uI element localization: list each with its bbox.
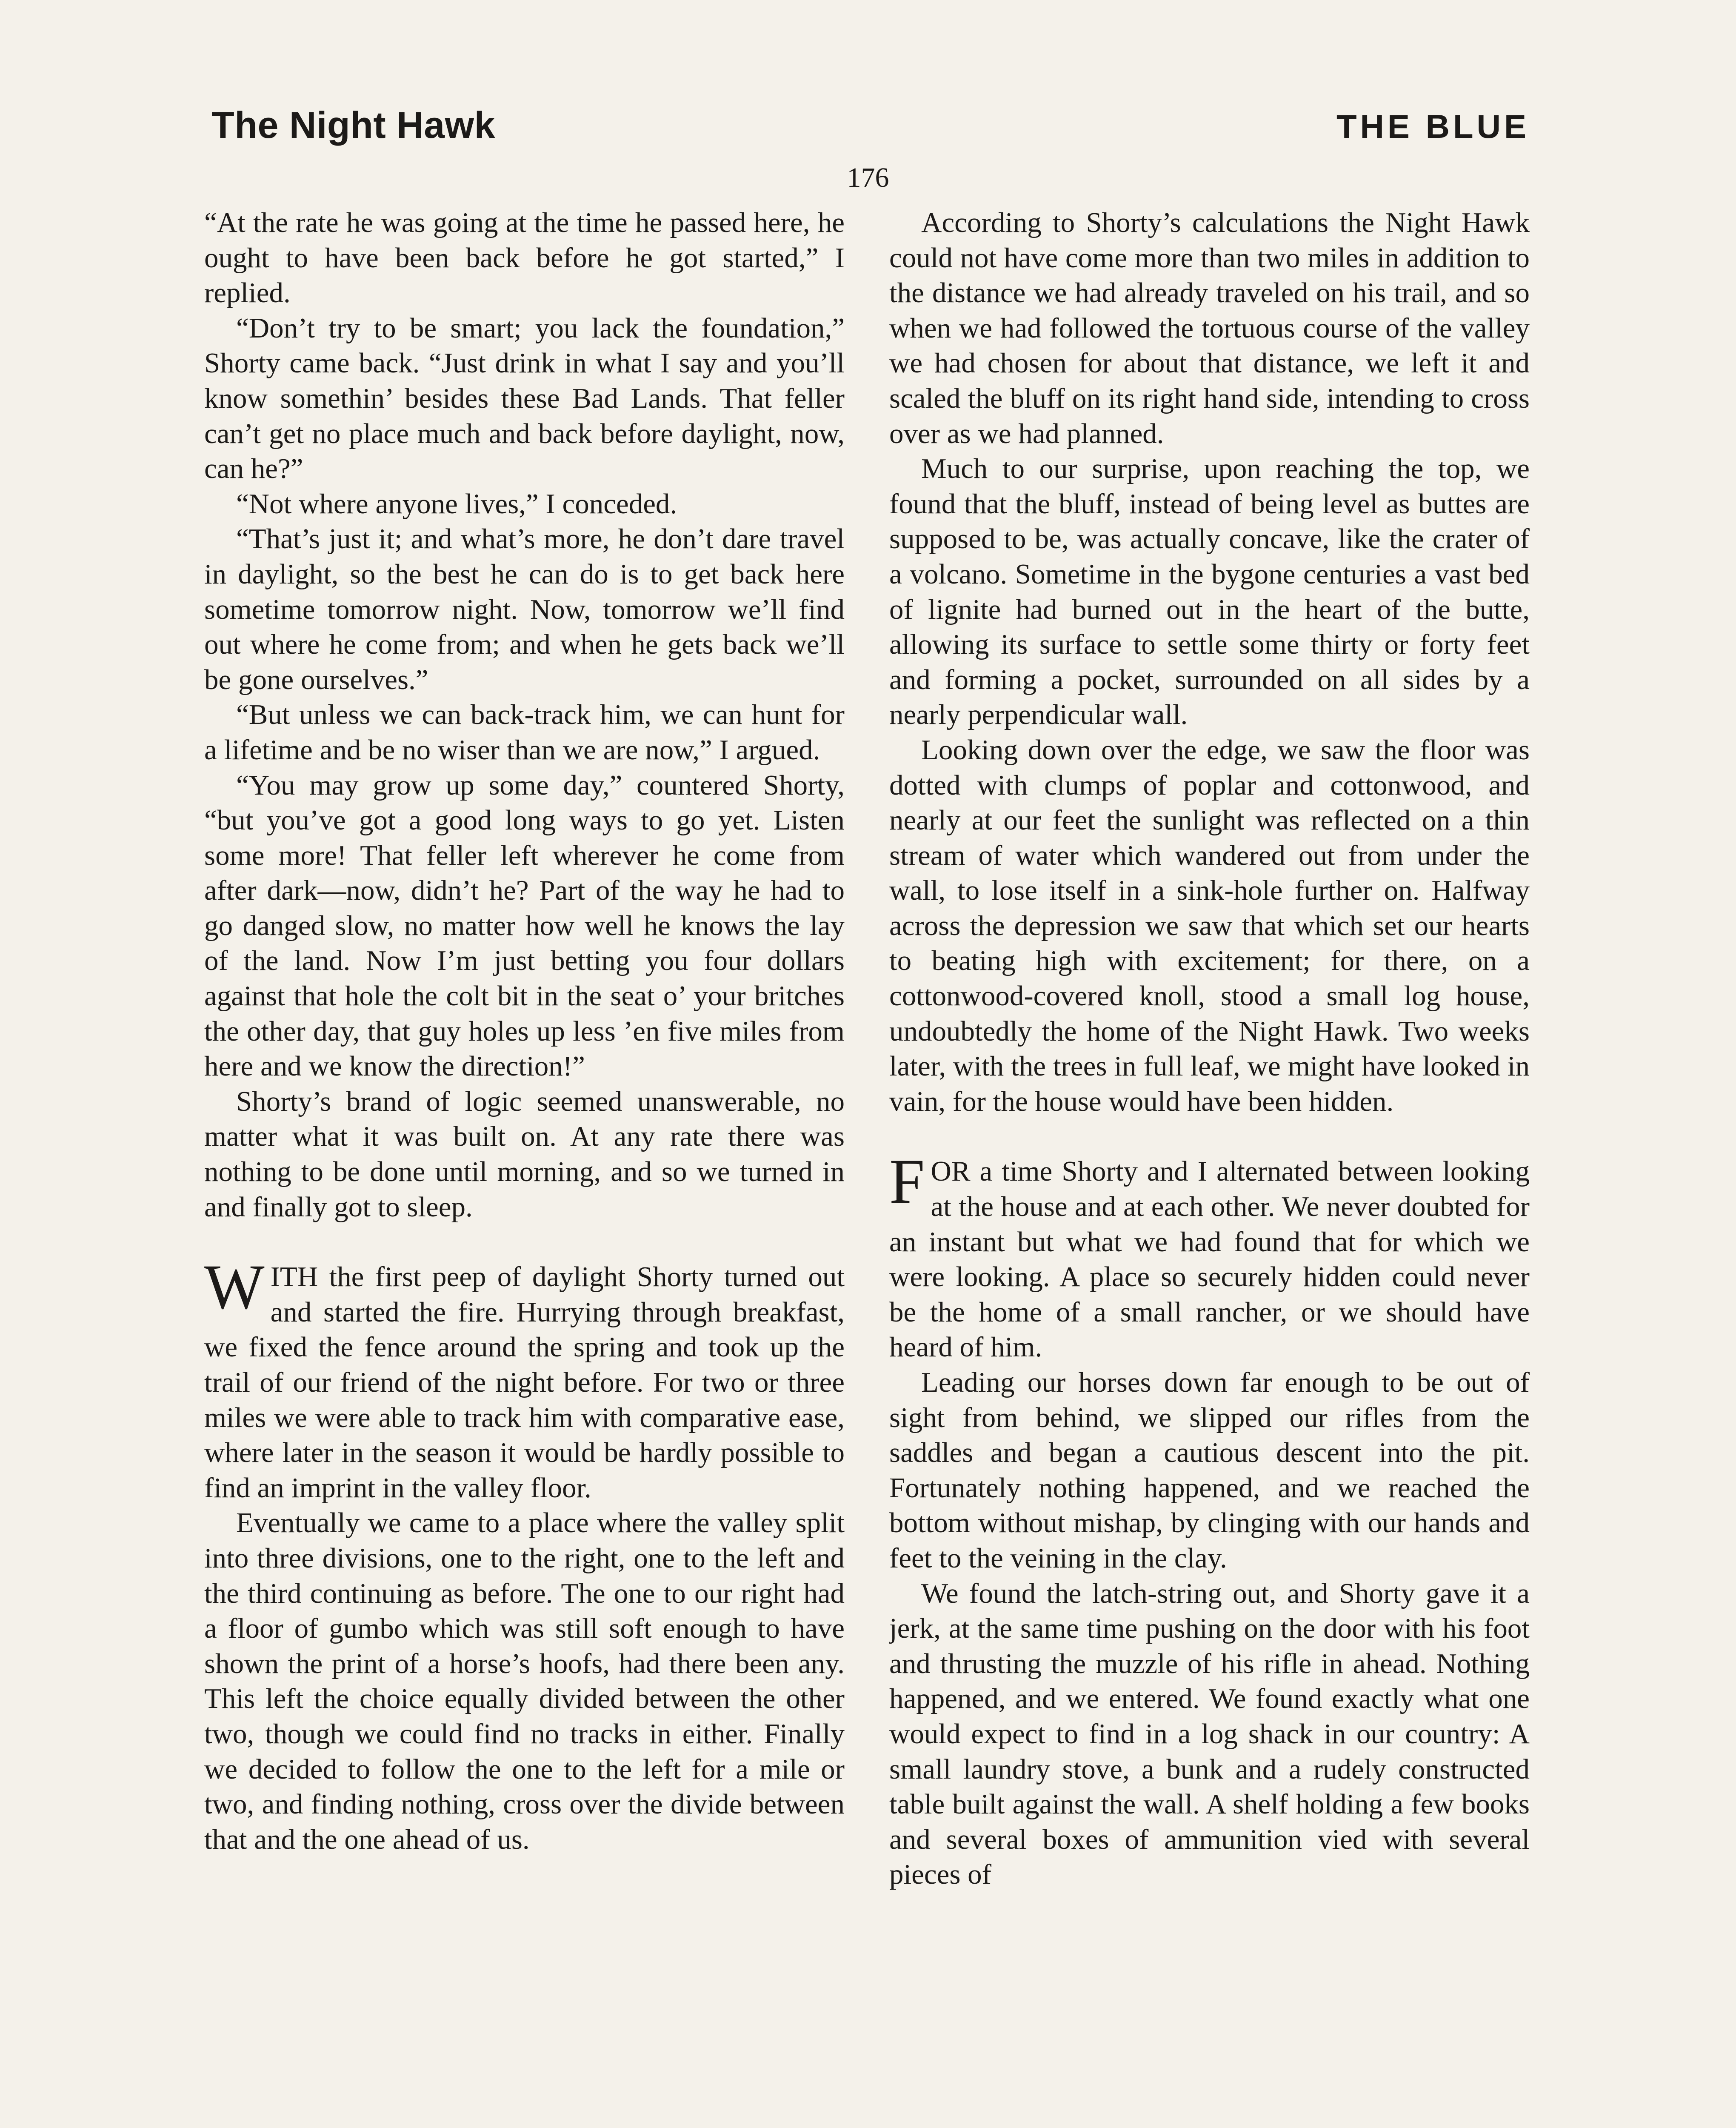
paragraph: Looking down over the edge, we saw the floor was dotted with clumps of poplar and cottonwood, and nearly at our feet the sunlight was reflected on a thin stream of water which wandered out from under the wall, to lose itself in a sink-hole further on. Halfway across the depression we saw that which set our hearts to beating high with excitement; for there, on a cottonwood-covered knoll, stood a small log house, undoubtedly the home of the Night Hawk. Two weeks later, with the trees in full leaf, we might have looked in vain, for the house would have been hidden.: [889, 734, 1530, 1117]
paragraph: “Not where anyone lives,” I conceded.: [236, 488, 677, 520]
paragraph: “That’s just it; and what’s more, he don’t dare travel in daylight, so the best he can do is to get back here sometime tomorrow night. Now, tomorrow we’ll find out where he come from; and when he gets back we’ll be gone ourselves.”: [204, 523, 845, 695]
magazine-title: THE BLUE: [1336, 108, 1530, 145]
drop-cap: F: [889, 1146, 925, 1217]
section-break: [889, 1119, 1530, 1154]
paragraph: Much to our surprise, upon reaching the top, we found that the bluff, instead of being level as buttes are supposed to be, was actually concave, like the crater of a volcano. Sometime in the bygone centuries a vast bed of lignite had burned out in the heart of the butte, allowing its surface to settle some thirty or forty feet and forming a pocket, surrounded on all sides by a nearly perpendicular wall.: [889, 453, 1530, 731]
right-column: [889, 205, 1530, 2128]
section-opening-text: OR a time Shorty and I alternated between looking at the house and at each other. We never doubted for an instant but what we had found that for which we were looking. A place so securely hidden could never be the home of a small rancher, or we should have heard of him.: [889, 1156, 1530, 1363]
section-opening-text: ITH the first peep of daylight Shorty turned out and started the fire. Hurrying through breakfast, we fixed the fence around the spring and took up the trail of our friend of the night before. For two or three miles we were able to track him with comparative ease, where later in the season it would be hardly possible to find an imprint in the valley floor.: [204, 1261, 845, 1504]
section-break: [204, 1224, 845, 1259]
page-number: 176: [847, 162, 889, 193]
paragraph: Eventually we came to a place where the valley split into three divisions, one to the right, one to the left and the third continuing as before. The one to our right had a floor of gumbo which was still soft enough to have shown the print of a horse’s hoofs, had there been any. This left the choice equally divided between the other two, though we could find no tracks in either. Finally we decided to follow the one to the left for a mile or two, and finding nothing, cross over the divide between that and the one ahead of us.: [204, 1507, 845, 1855]
story-title: The Night Hawk: [211, 104, 496, 146]
paragraph: Leading our horses down far enough to be out of sight from behind, we slipped our rifles from the saddles and began a cautious descent into the pit. Fortunately nothing happened, and we reached the bottom without mishap, by clinging with our hands and feet to the veining in the clay.: [889, 1367, 1530, 1574]
paragraph: “At the rate he was going at the time he passed here, he ought to have been back before he got started,” I replied.: [204, 207, 845, 309]
paragraph: According to Shorty’s calculations the Night Hawk could not have come more than two miles in addition to the distance we had already traveled on his trail, and so when we had followed the tortuous course of the valley we had chosen for about that distance, we left it and scaled the bluff on its right hand side, intending to cross over as we had planned.: [889, 207, 1530, 449]
left-column: [204, 205, 845, 2128]
drop-cap: W: [204, 1252, 265, 1323]
paragraph: Shorty’s brand of logic seemed unanswerable, no matter what it was built on. At any rate there was nothing to be done until morning, and so we turned in and finally got to sleep.: [204, 1085, 845, 1223]
section-opening-paragraph: [204, 1252, 845, 1505]
paragraph: We found the latch-string out, and Shorty gave it a jerk, at the same time pushing on the door with his foot and thrusting the muzzle of his rifle in ahead. Nothing happened, and we entered. We found exactly what one would expect to find in a log shack in our country: A small laundry stove, a bunk and a rudely constructed table built against the wall. A shelf holding a few books and several boxes of ammunition vied with several pieces of: [889, 1577, 1530, 1891]
section-opening-paragraph: [889, 1146, 1530, 1365]
paragraph: “You may grow up some day,” countered Shorty, “but you’ve got a good long ways to go yet. Listen some more! That feller left wherever he come from after dark—now, didn’t he? Part of the way he had to go danged slow, no matter how well he knows the lay of the land. Now I’m just betting you four dollars against that hole the colt bit in the seat o’ your britches the other day, that guy holes up less ’en five miles from here and we know the direction!”: [204, 769, 845, 1082]
paragraph: “But unless we can back-track him, we can hunt for a lifetime and be no wiser than we are now,” I argued.: [204, 699, 845, 766]
paragraph: “Don’t try to be smart; you lack the foundation,” Shorty came back. “Just drink in what I say and you’ll know somethin’ besides these Bad Lands. That feller can’t get no place much and back before daylight, now, can he?”: [204, 312, 845, 485]
